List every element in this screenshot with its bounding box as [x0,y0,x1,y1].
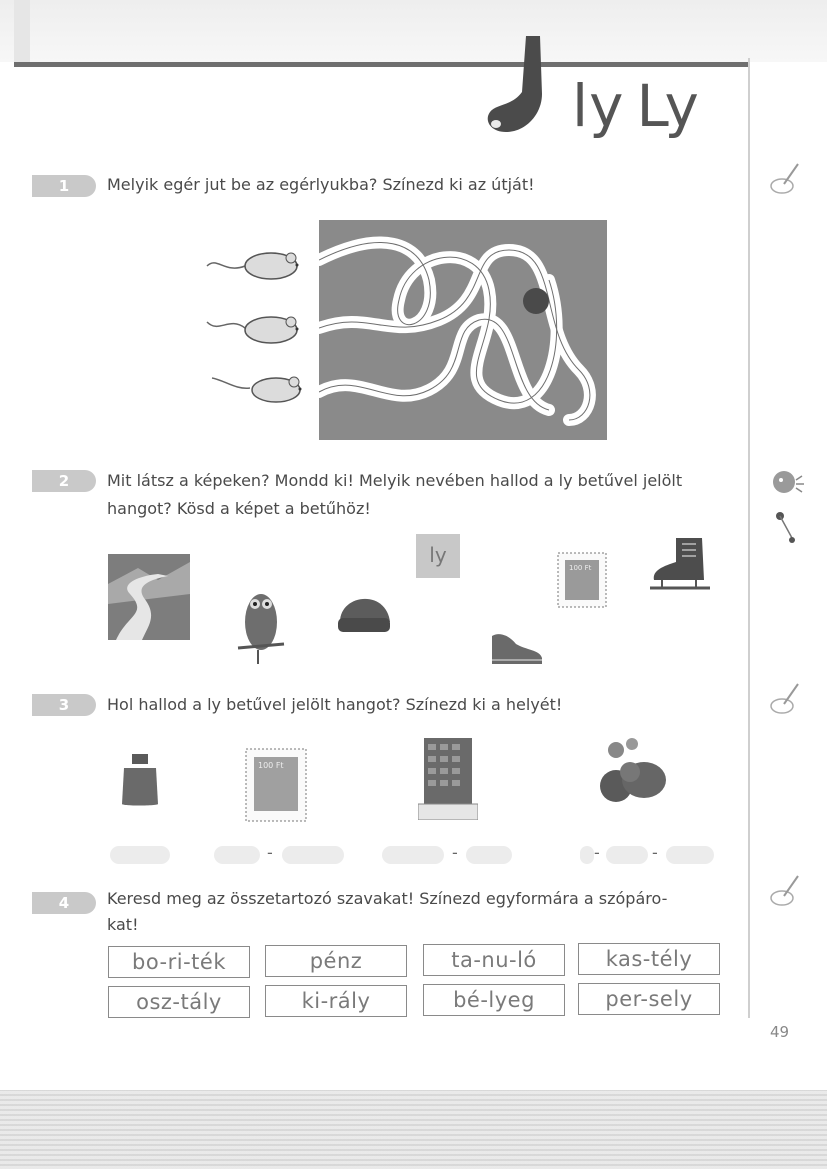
word-box-kiraly[interactable]: ki-rály [265,985,407,1017]
river-landscape-picture [108,554,190,640]
svg-text:100 Ft: 100 Ft [569,564,592,572]
owl-picture [236,582,286,668]
syllable-box[interactable] [606,846,648,864]
syllable-box[interactable] [666,846,714,864]
syllable-dash: - [267,843,273,862]
mouse-3 [210,368,310,408]
ly-letter-card[interactable]: ly [416,534,460,578]
pencil-color-icon [768,680,804,716]
syllable-box[interactable] [214,846,260,864]
exercise-number-3: 3 [32,694,96,716]
pencil-color-icon [768,872,804,908]
title-uppercase: Ly [636,72,700,140]
title-lowercase: ly [572,72,625,140]
word-box-boritek[interactable]: bo-ri-ték [108,946,250,978]
mouse-1 [205,244,305,284]
right-rule [748,58,750,1018]
syllable-box[interactable] [282,846,344,864]
word-box-persely[interactable]: per-sely [578,983,720,1015]
pencil-color-icon [768,160,804,196]
syllable-box[interactable] [110,846,170,864]
speaking-girl-icon [766,466,810,550]
syllable-box[interactable] [580,846,594,864]
word-box-belyeg[interactable]: bé-lyeg [423,984,565,1016]
word-box-osztaly[interactable]: osz-tály [108,986,250,1018]
hat-picture [336,584,392,636]
building-picture [418,736,478,820]
exercise-4-instruction-line2: kat! [107,915,139,934]
syllable-dash: - [652,843,658,862]
ice-skate-picture [646,536,714,598]
syllable-box[interactable] [382,846,444,864]
top-band [0,0,827,62]
exercise-number-1: 1 [32,175,96,197]
exercise-2-instruction-line1: Mit látsz a képeken? Mondd ki! Melyik nevében hallod a ly betűvel jelölt [107,471,683,490]
bottom-band [0,1090,827,1169]
exercise-3-instruction: Hol hallod a ly betűvel jelölt hangot? Színezd ki a helyét! [107,695,563,714]
exercise-number-4: 4 [32,892,96,914]
syllable-dash: - [594,843,600,862]
word-box-kastely[interactable]: kas-tély [578,943,720,975]
exercise-4-instruction-line1: Keresd meg az összetartozó szavakat! Színezd egyformára a szópáro- [107,889,668,908]
exercise-1-instruction: Melyik egér jut be az egérlyukba? Színezd ki az útját! [107,175,535,194]
sock-icon [482,36,552,136]
weight-picture [120,752,160,808]
word-box-penz[interactable]: pénz [265,945,407,977]
flower-pot-picture [596,736,672,808]
exercise-2-instruction-line2: hangot? Kösd a képet a betűhöz! [107,499,371,518]
word-box-tanulo[interactable]: ta-nu-ló [423,944,565,976]
shoe-picture [488,626,544,666]
exercise-number-2: 2 [32,470,96,492]
syllable-box[interactable] [466,846,512,864]
mouse-2 [205,308,305,348]
page-number: 49 [770,1023,790,1041]
svg-text:100 Ft: 100 Ft [258,761,284,770]
syllable-dash: - [452,843,458,862]
page-title [572,72,712,140]
mouse-maze [319,220,607,440]
top-rule [14,62,750,67]
left-strip [14,0,30,62]
stamp-picture-2 [245,748,307,822]
stamp-picture [557,552,607,608]
